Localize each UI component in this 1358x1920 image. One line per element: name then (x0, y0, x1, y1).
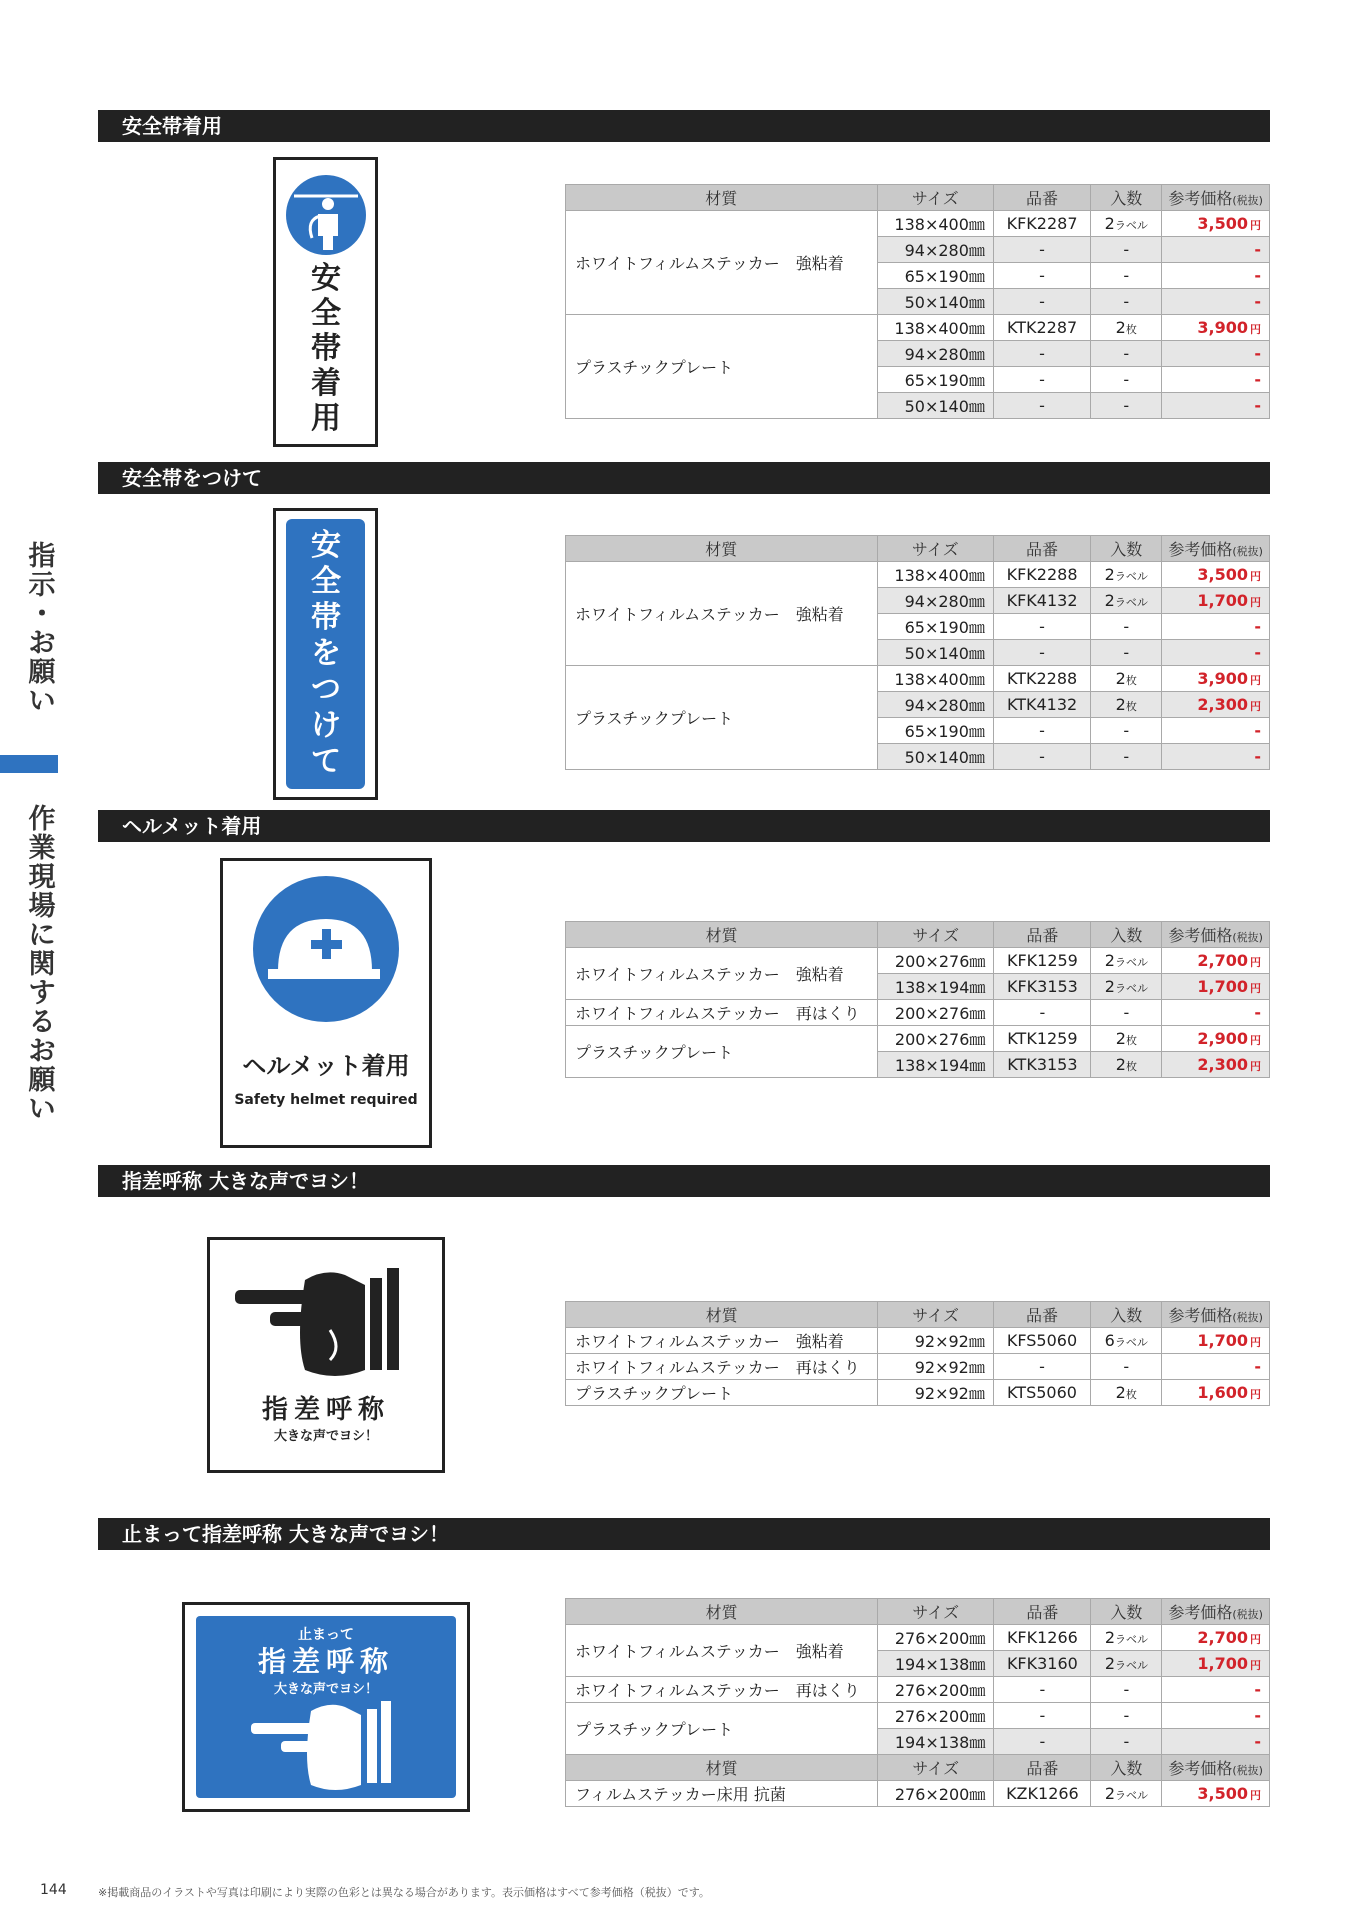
table-header-cell: 材質 (566, 922, 878, 948)
table-header-row (566, 1599, 1270, 1625)
product-code-cell: KFK4132 (993, 588, 1090, 614)
table-header-cell: サイズ (878, 1302, 993, 1328)
sign-helmet-text: ヘルメット着用 (242, 1052, 410, 1080)
product-code-cell: - (993, 367, 1090, 393)
size-cell: 276×200㎜ (878, 1781, 994, 1807)
product-code-cell: - (993, 614, 1090, 640)
quantity-cell: - (1091, 1703, 1162, 1729)
table-header-cell: 入数 (1091, 536, 1162, 562)
product-code-cell: - (993, 289, 1090, 315)
side-tab-char: 関 (28, 949, 56, 980)
size-cell: 276×200㎜ (878, 1677, 994, 1703)
quantity-cell: - (1091, 341, 1162, 367)
quantity-cell: - (1091, 744, 1162, 770)
quantity-cell: 2ラベル (1091, 562, 1162, 588)
price-cell: 2,900 円 (1162, 1026, 1270, 1052)
price-cell: - (1162, 614, 1270, 640)
price-table-1 (565, 535, 1270, 770)
price-cell: - (1162, 341, 1270, 367)
sign-pointing-graphic (210, 1240, 442, 1470)
table-header-cell: 材質 (566, 185, 878, 211)
table-header-cell: 参考価格(税抜) (1162, 536, 1270, 562)
table-header-row (566, 185, 1270, 211)
table-row (566, 1354, 1270, 1380)
material-cell: プラスチックプレート (566, 666, 878, 770)
section-title-1: 安全帯をつけて (98, 462, 1270, 494)
price-cell: - (1162, 393, 1270, 419)
size-cell: 92×92㎜ (878, 1354, 993, 1380)
size-cell: 94×280㎜ (877, 692, 993, 718)
quantity-cell: 2ラベル (1091, 1651, 1162, 1677)
size-cell: 65×190㎜ (877, 367, 993, 393)
table-header-cell: 入数 (1091, 922, 1162, 948)
table-row (566, 1625, 1270, 1651)
quantity-cell: 2枚 (1091, 1026, 1162, 1052)
size-cell: 92×92㎜ (878, 1328, 993, 1354)
sign-stop-pointing-text: 指差呼称 (257, 1645, 395, 1678)
side-tab-marker (0, 755, 58, 773)
size-cell: 200×276㎜ (878, 948, 994, 974)
price-cell: 2,700 円 (1162, 948, 1270, 974)
sign-safety-harness (273, 157, 378, 447)
sign-char: て (311, 744, 341, 779)
price-cell: - (1162, 744, 1270, 770)
sign-stop-pointing-graphic (185, 1605, 467, 1809)
quantity-cell: - (1091, 393, 1162, 419)
table-row (566, 211, 1270, 237)
sign-wear-harness-text (311, 528, 341, 779)
quantity-cell: 2ラベル (1091, 211, 1162, 237)
quantity-cell: - (1091, 237, 1162, 263)
table-row (566, 666, 1270, 692)
sign-wear-harness-graphic (276, 511, 375, 797)
footer-note: ※掲載商品のイラストや写真は印刷により実際の色彩とは異なる場合があります。表示価格はすべて参考価格（税抜）です。 (98, 1886, 710, 1899)
price-cell: 1,600 円 (1162, 1380, 1270, 1406)
quantity-cell: 2枚 (1091, 666, 1162, 692)
price-cell: - (1162, 237, 1270, 263)
size-cell: 138×400㎜ (877, 211, 993, 237)
quantity-cell: - (1091, 1000, 1162, 1026)
size-cell: 194×138㎜ (878, 1651, 994, 1677)
product-code-cell: KFK1266 (994, 1625, 1091, 1651)
price-cell: 3,900 円 (1162, 315, 1270, 341)
price-cell: 3,500 円 (1162, 1781, 1270, 1807)
price-cell: 3,500 円 (1162, 562, 1270, 588)
price-cell: - (1162, 1354, 1270, 1380)
side-tab-char: お (28, 628, 56, 659)
product-code-cell: - (994, 1677, 1091, 1703)
sign-char: 全 (311, 296, 341, 331)
table-header-cell: 材質 (566, 1755, 878, 1781)
side-tab-char: 示 (28, 570, 56, 601)
table-header-cell: 品番 (994, 922, 1091, 948)
size-cell: 138×400㎜ (877, 315, 993, 341)
material-cell: ホワイトフィルムステッカー 強粘着 (566, 1625, 878, 1677)
price-cell: 1,700 円 (1162, 974, 1270, 1000)
side-tab-char: す (28, 978, 56, 1009)
side-tab-char: 願 (28, 1065, 56, 1096)
size-cell: 50×140㎜ (877, 393, 993, 419)
sign-safety-harness-text (311, 261, 341, 436)
quantity-cell: 2枚 (1091, 692, 1162, 718)
table-header-cell: 入数 (1091, 185, 1162, 211)
material-cell: ホワイトフィルムステッカー 強粘着 (566, 562, 878, 666)
size-cell: 65×190㎜ (877, 718, 993, 744)
table-header-cell: 品番 (994, 1755, 1091, 1781)
product-code-cell: - (993, 744, 1090, 770)
product-code-cell: - (994, 1729, 1091, 1755)
size-cell: 50×140㎜ (877, 289, 993, 315)
quantity-cell: - (1091, 1729, 1162, 1755)
table-header-cell: 入数 (1091, 1302, 1162, 1328)
product-code-cell: - (993, 1354, 1090, 1380)
price-cell: 2,300 円 (1162, 1052, 1270, 1078)
table-row (566, 1380, 1270, 1406)
quantity-cell: 2ラベル (1091, 588, 1162, 614)
price-cell: 3,900 円 (1162, 666, 1270, 692)
table-header-cell: 参考価格(税抜) (1162, 1599, 1270, 1625)
material-cell: フィルムステッカー床用 抗菌 (566, 1781, 878, 1807)
quantity-cell: - (1091, 614, 1162, 640)
table-header-cell: 参考価格(税抜) (1162, 185, 1270, 211)
table-header-cell: 参考価格(税抜) (1162, 922, 1270, 948)
product-code-cell: KFK3153 (994, 974, 1091, 1000)
quantity-cell: - (1091, 1677, 1162, 1703)
size-cell: 138×194㎜ (878, 974, 994, 1000)
material-cell: プラスチックプレート (566, 1026, 878, 1078)
product-code-cell: KFK1259 (994, 948, 1091, 974)
material-cell: ホワイトフィルムステッカー 強粘着 (566, 1328, 878, 1354)
size-cell: 92×92㎜ (878, 1380, 993, 1406)
size-cell: 138×400㎜ (877, 562, 993, 588)
side-tab-subcategory (22, 805, 62, 1124)
side-tab-category (22, 542, 62, 716)
product-code-cell: KTK4132 (993, 692, 1090, 718)
side-tab-char: 業 (28, 833, 56, 864)
price-cell: - (1162, 1703, 1270, 1729)
side-tab-char: 指 (28, 541, 56, 572)
size-cell: 194×138㎜ (878, 1729, 994, 1755)
size-cell: 94×280㎜ (877, 341, 993, 367)
product-code-cell: - (993, 393, 1090, 419)
product-code-cell: KTS5060 (993, 1380, 1090, 1406)
material-cell: ホワイトフィルムステッカー 再はくり (566, 1354, 878, 1380)
product-code-cell: KTK2287 (993, 315, 1090, 341)
table-row (566, 948, 1270, 974)
sign-helmet-graphic (223, 861, 429, 1145)
price-cell: 1,700 円 (1162, 1328, 1270, 1354)
size-cell: 94×280㎜ (877, 237, 993, 263)
product-code-cell: KFK2287 (993, 211, 1090, 237)
sign-char: 全 (311, 564, 341, 599)
price-cell: - (1162, 1677, 1270, 1703)
size-cell: 276×200㎜ (878, 1703, 994, 1729)
sign-stop-pointing-subtext: 大きな声でヨシ！ (273, 1682, 379, 1697)
page-number: 144 (40, 1882, 67, 1898)
sign-wear-harness (273, 508, 378, 800)
size-cell: 138×400㎜ (877, 666, 993, 692)
sign-char: 安 (311, 528, 341, 563)
size-cell: 200×276㎜ (878, 1000, 994, 1026)
price-cell: - (1162, 263, 1270, 289)
sign-pointing-subtext: 大きな声でヨシ！ (273, 1429, 379, 1444)
product-code-cell: - (993, 263, 1090, 289)
table-header-cell: 材質 (566, 1302, 878, 1328)
price-table-3 (565, 1301, 1270, 1406)
price-cell: 2,700 円 (1162, 1625, 1270, 1651)
sign-helmet (220, 858, 432, 1148)
table-row (566, 562, 1270, 588)
table-header-cell: サイズ (878, 922, 994, 948)
table-header-row (566, 1302, 1270, 1328)
quantity-cell: - (1091, 289, 1162, 315)
product-code-cell: - (993, 237, 1090, 263)
side-tab-char: 現 (28, 862, 56, 893)
table-row (566, 1328, 1270, 1354)
table-header-row (566, 536, 1270, 562)
product-code-cell: KTK1259 (994, 1026, 1091, 1052)
price-cell: - (1162, 718, 1270, 744)
size-cell: 65×190㎜ (877, 614, 993, 640)
size-cell: 200×276㎜ (878, 1026, 994, 1052)
quantity-cell: 2ラベル (1091, 1625, 1162, 1651)
table-header-cell: サイズ (877, 536, 993, 562)
material-cell: プラスチックプレート (566, 1380, 878, 1406)
size-cell: 138×194㎜ (878, 1052, 994, 1078)
price-table-2 (565, 921, 1270, 1078)
sign-safety-harness-graphic (276, 160, 375, 444)
sign-pointing (207, 1237, 445, 1473)
sign-char: を (311, 636, 341, 671)
quantity-cell: 2ラベル (1091, 948, 1162, 974)
table-header-row (566, 922, 1270, 948)
quantity-cell: - (1091, 1354, 1162, 1380)
price-cell: 1,700 円 (1162, 588, 1270, 614)
quantity-cell: 2ラベル (1091, 1781, 1162, 1807)
product-code-cell: KTK2288 (993, 666, 1090, 692)
product-code-cell: KFS5060 (993, 1328, 1090, 1354)
sign-char: 着 (311, 366, 341, 401)
side-tab-char: ・ (28, 599, 56, 630)
table-header-cell: 入数 (1091, 1599, 1162, 1625)
table-header-cell: サイズ (878, 1599, 994, 1625)
quantity-cell: 2ラベル (1091, 974, 1162, 1000)
table-row (566, 1677, 1270, 1703)
table-header-row (566, 1755, 1270, 1781)
price-cell: - (1162, 289, 1270, 315)
side-tab-char: い (28, 686, 56, 717)
side-tab-char: い (28, 1094, 56, 1125)
sign-stop-pointing (182, 1602, 470, 1812)
price-cell: 2,300 円 (1162, 692, 1270, 718)
table-row (566, 315, 1270, 341)
table-header-cell: 材質 (566, 1599, 878, 1625)
quantity-cell: 2枚 (1091, 315, 1162, 341)
product-code-cell: - (994, 1703, 1091, 1729)
size-cell: 94×280㎜ (877, 588, 993, 614)
product-code-cell: KFK3160 (994, 1651, 1091, 1677)
sign-char: 帯 (311, 331, 341, 366)
table-row (566, 1781, 1270, 1807)
size-cell: 65×190㎜ (877, 263, 993, 289)
quantity-cell: 6ラベル (1091, 1328, 1162, 1354)
material-cell: ホワイトフィルムステッカー 再はくり (566, 1677, 878, 1703)
sign-char: け (311, 708, 341, 743)
section-title-3: 指差呼称 大きな声でヨシ！ (98, 1165, 1270, 1197)
sign-char: 用 (311, 401, 341, 436)
sign-char: 帯 (311, 600, 341, 635)
quantity-cell: - (1091, 367, 1162, 393)
table-header-cell: 品番 (993, 185, 1090, 211)
quantity-cell: - (1091, 718, 1162, 744)
side-tab-char: 場 (28, 891, 56, 922)
table-header-cell: 参考価格(税抜) (1162, 1302, 1270, 1328)
quantity-cell: 2枚 (1091, 1052, 1162, 1078)
table-header-cell: 品番 (993, 1302, 1090, 1328)
price-cell: - (1162, 1000, 1270, 1026)
section-title-0: 安全帯着用 (98, 110, 1270, 142)
material-cell: プラスチックプレート (566, 1703, 878, 1755)
product-code-cell: - (993, 640, 1090, 666)
table-header-cell: 入数 (1091, 1755, 1162, 1781)
sign-pointing-text: 指差呼称 (261, 1395, 391, 1425)
quantity-cell: - (1091, 263, 1162, 289)
table-row (566, 1026, 1270, 1052)
quantity-cell: - (1091, 640, 1162, 666)
table-row (566, 1000, 1270, 1026)
material-cell: ホワイトフィルムステッカー 強粘着 (566, 948, 878, 1000)
sign-stop-pointing-top-text: 止まって (298, 1627, 354, 1643)
product-code-cell: - (993, 718, 1090, 744)
price-cell: 3,500 円 (1162, 211, 1270, 237)
table-header-cell: 品番 (994, 1599, 1091, 1625)
table-row (566, 1703, 1270, 1729)
price-cell: - (1162, 640, 1270, 666)
pointing-hand-icon (235, 1268, 399, 1376)
table-header-cell: 品番 (993, 536, 1090, 562)
table-header-cell: サイズ (877, 185, 993, 211)
size-cell: 276×200㎜ (878, 1625, 994, 1651)
section-title-2: ヘルメット着用 (98, 810, 1270, 842)
product-code-cell: KFK2288 (993, 562, 1090, 588)
price-cell: - (1162, 1729, 1270, 1755)
sign-char: つ (311, 672, 341, 707)
side-tab-char: 作 (28, 804, 56, 835)
price-table-0 (565, 184, 1270, 419)
quantity-cell: 2枚 (1091, 1380, 1162, 1406)
side-tab-char: る (28, 1007, 56, 1038)
side-tab-char: 願 (28, 657, 56, 688)
table-header-cell: 参考価格(税抜) (1162, 1755, 1270, 1781)
sign-char: 安 (311, 261, 341, 296)
material-cell: ホワイトフィルムステッカー 再はくり (566, 1000, 878, 1026)
material-cell: ホワイトフィルムステッカー 強粘着 (566, 211, 878, 315)
price-table-4 (565, 1598, 1270, 1807)
size-cell: 50×140㎜ (877, 640, 993, 666)
sign-helmet-subtext: Safety helmet required (234, 1092, 418, 1108)
side-tab-char: お (28, 1036, 56, 1067)
material-cell: プラスチックプレート (566, 315, 878, 419)
size-cell: 50×140㎜ (877, 744, 993, 770)
table-header-cell: 材質 (566, 536, 878, 562)
product-code-cell: KTK3153 (994, 1052, 1091, 1078)
side-tab-char: に (28, 920, 56, 951)
price-cell: - (1162, 367, 1270, 393)
product-code-cell: - (994, 1000, 1091, 1026)
table-header-cell: サイズ (878, 1755, 994, 1781)
price-cell: 1,700 円 (1162, 1651, 1270, 1677)
product-code-cell: - (993, 341, 1090, 367)
section-title-4: 止まって指差呼称 大きな声でヨシ！ (98, 1518, 1270, 1550)
product-code-cell: KZK1266 (994, 1781, 1091, 1807)
